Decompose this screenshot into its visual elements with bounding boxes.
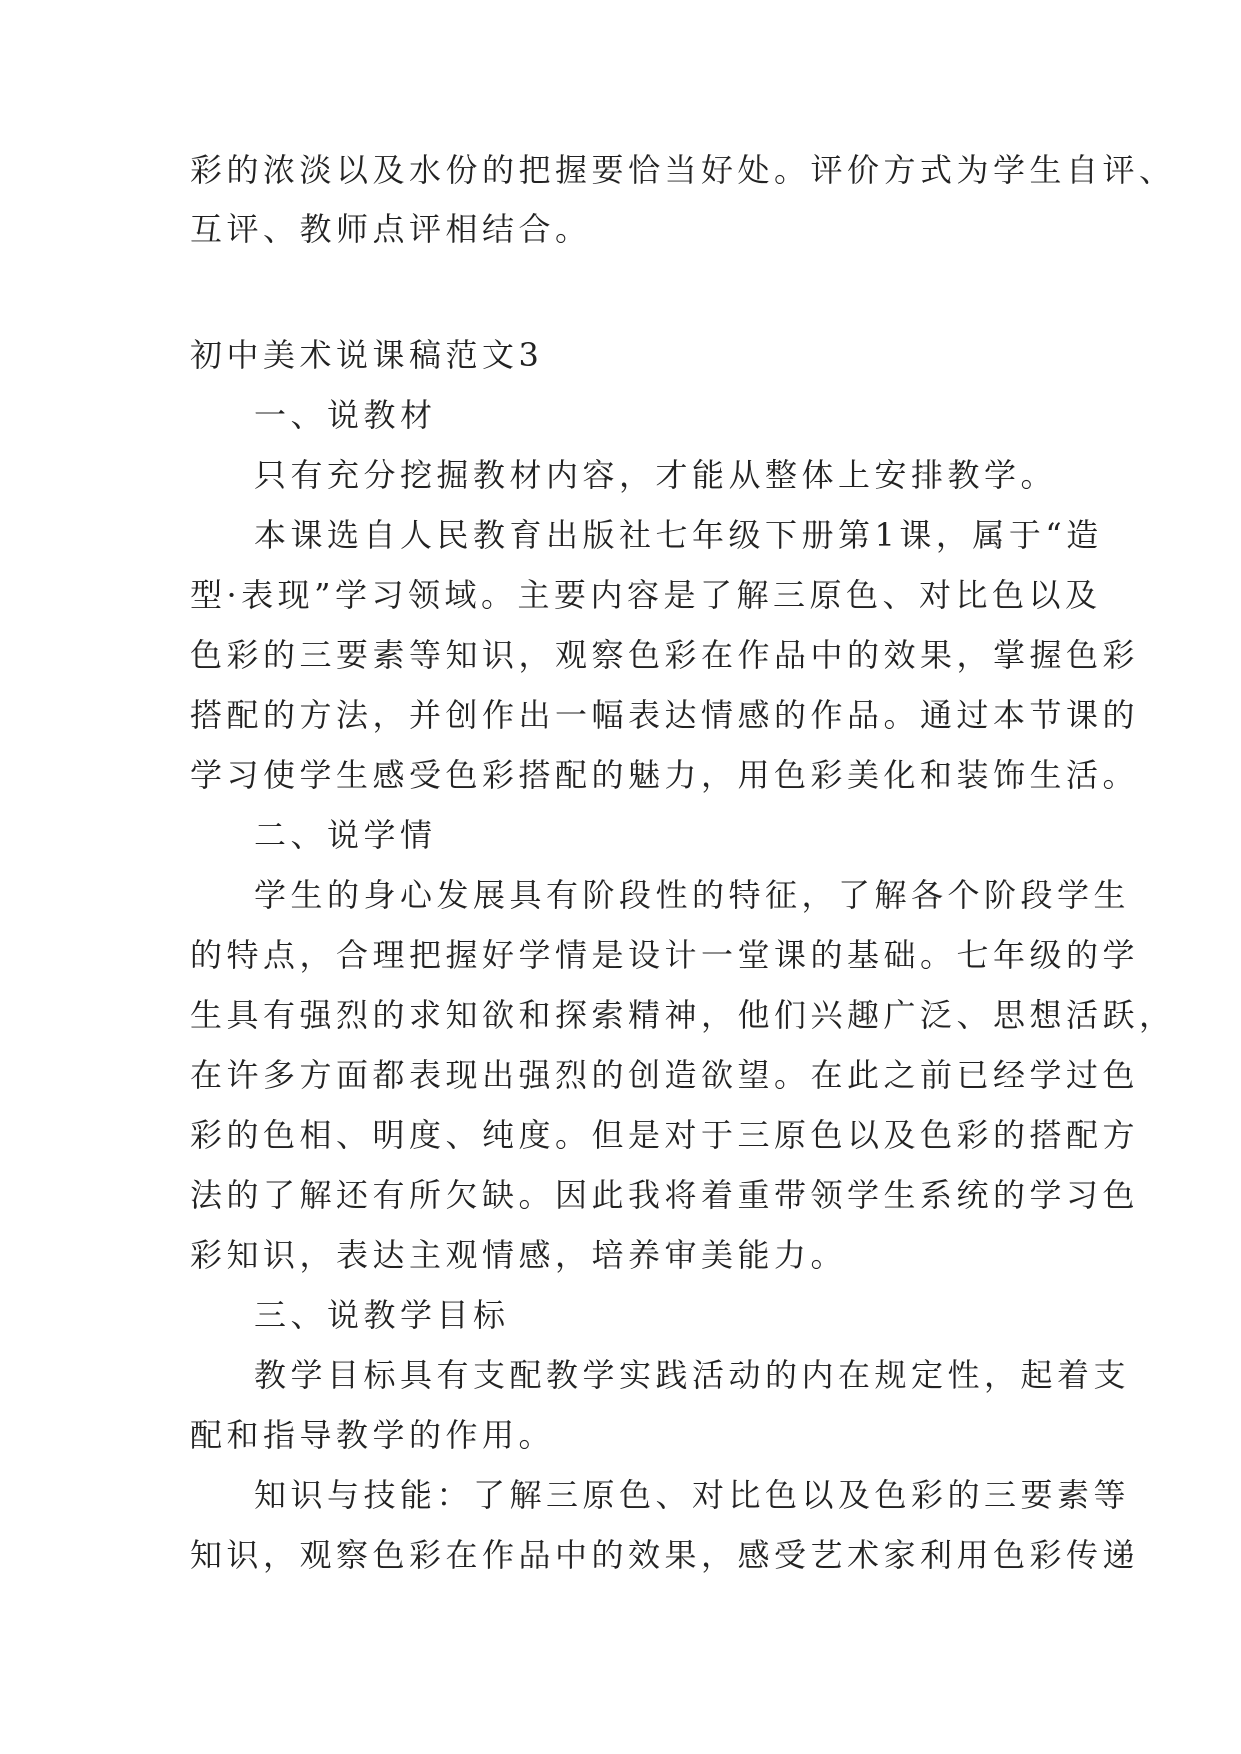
body-text-line: 彩知识，表达主观情感，培养审美能力。 bbox=[190, 1236, 848, 1274]
section-title: 初中美术说课稿范文3 bbox=[190, 336, 544, 374]
body-text-line: 搭配的方法，并创作出一幅表达情感的作品。通过本节课的 bbox=[190, 696, 1140, 734]
body-text-line: 学生的身心发展具有阶段性的特征，了解各个阶段学生 bbox=[254, 876, 1131, 914]
body-text-line: 知识，观察色彩在作品中的效果，感受艺术家利用色彩传递 bbox=[190, 1536, 1140, 1574]
body-text-line: 彩的浓淡以及水份的把握要恰当好处。评价方式为学生自评、 bbox=[190, 151, 1176, 189]
body-text-line: 知识与技能：了解三原色、对比色以及色彩的三要素等 bbox=[254, 1476, 1131, 1514]
heading-learners: 二、说学情 bbox=[254, 816, 437, 854]
body-text-line: 学习使学生感受色彩搭配的魅力，用色彩美化和装饰生活。 bbox=[190, 756, 1140, 794]
body-text-line: 互评、教师点评相结合。 bbox=[190, 210, 592, 248]
body-text-line: 配和指导教学的作用。 bbox=[190, 1416, 556, 1454]
body-text-line: 只有充分挖掘教材内容，才能从整体上安排教学。 bbox=[254, 456, 1058, 494]
body-text-line: 法的了解还有所欠缺。因此我将着重带领学生系统的学习色 bbox=[190, 1176, 1140, 1214]
body-text-line: 本课选自人民教育出版社七年级下册第1课，属于“造 bbox=[254, 516, 1103, 554]
heading-objectives: 三、说教学目标 bbox=[254, 1296, 510, 1334]
heading-textbook: 一、说教材 bbox=[254, 396, 437, 434]
body-text-line: 色彩的三要素等知识，观察色彩在作品中的效果，掌握色彩 bbox=[190, 636, 1140, 674]
body-text-line: 生具有强烈的求知欲和探索精神，他们兴趣广泛、思想活跃， bbox=[190, 996, 1176, 1034]
body-text-line: 彩的色相、明度、纯度。但是对于三原色以及色彩的搭配方 bbox=[190, 1116, 1140, 1154]
body-text-line: 型·表现”学习领域。主要内容是了解三原色、对比色以及 bbox=[190, 576, 1102, 614]
body-text-line: 教学目标具有支配教学实践活动的内在规定性，起着支 bbox=[254, 1356, 1131, 1394]
body-text-line: 的特点，合理把握好学情是设计一堂课的基础。七年级的学 bbox=[190, 936, 1140, 974]
body-text-line: 在许多方面都表现出强烈的创造欲望。在此之前已经学过色 bbox=[190, 1056, 1140, 1094]
